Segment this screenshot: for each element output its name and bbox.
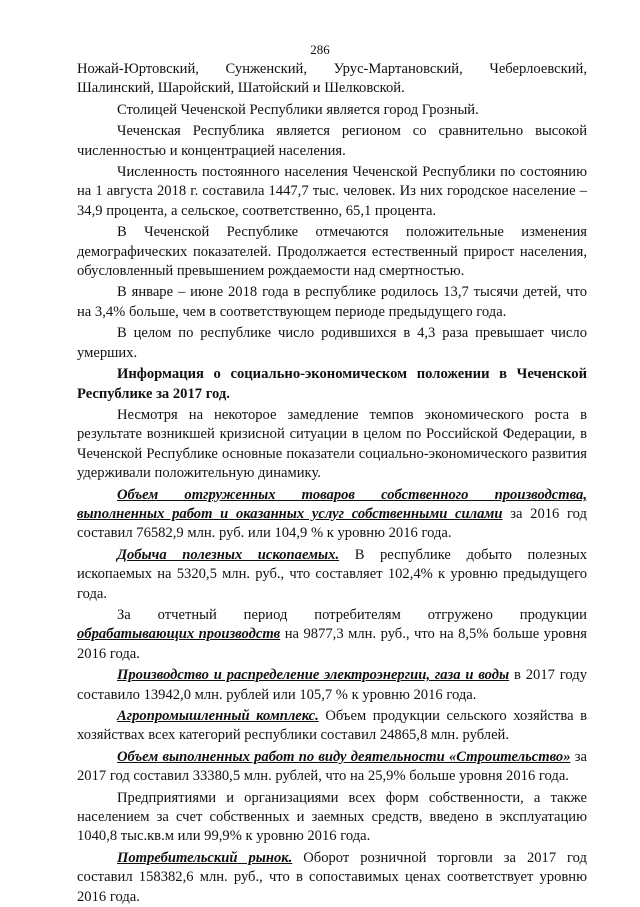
retail-text: Оборот розничной торговли за 2017 год составил 158382,6 млн. руб., что в сопоставимых ценах соответствует уровню 2016 года.: [77, 849, 587, 905]
agriculture-text: Объем продукции сельского хозяйства в хозяйствах всех категорий республики составил 24865,8 млн. рублей.: [77, 708, 588, 744]
paragraph-shipped-goods: [77, 486, 587, 544]
manufacturing-text: на 9877,3 млн. руб., что на 8,5% больше уровня 2016 года.: [77, 626, 587, 662]
paragraph-mining: [77, 546, 587, 604]
paragraph-economy: Несмотря на некоторое замедление темпов экономического роста в результате возникшей кризисной ситуации в целом по Российской Федерации, в Чеченской Республике основные показатели социально-экономического развития удерживали положительную динамику.: [77, 406, 587, 482]
utilities-text: в 2017 году составило 13942,0 млн. рублей или 105,7 % к уровню 2016 года.: [77, 667, 587, 703]
document-body: [77, 60, 587, 907]
paragraph-construction: [77, 748, 587, 787]
page-number: 286: [310, 42, 330, 57]
mining-lead: Добыча полезных ископаемых.: [117, 546, 340, 563]
paragraph-agriculture: [77, 707, 587, 746]
paragraph-population-count: Численность постоянного населения Чеченской Республики по состоянию на 1 августа 2018 г. составила 1447,7 тыс. человек. Из них городское население – 34,9 процента, а сельское, соответственно, 65,1 процента.: [77, 164, 587, 219]
paragraph-districts: Ножай-Юртовский, Сунженский, Урус-Мартановский, Чеберлоевский, Шалинский, Шаройский, Шатойский и Шелковской.: [77, 61, 587, 97]
manufacturing-pre: За отчетный период потребителям отгружено продукции: [117, 606, 587, 623]
paragraph-population-density: Чеченская Республика является регионом со сравнительно высокой численностью и концентрацией населения.: [77, 123, 587, 159]
paragraph-births: В январе – июне 2018 года в республике родилось 13,7 тысячи детей, что на 3,4% больше, чем в соответствующем периоде предыдущего года.: [77, 284, 587, 320]
manufacturing-lead: обрабатывающих производств: [77, 626, 281, 643]
utilities-lead: Производство и распределение электроэнергии, газа и воды: [117, 667, 510, 684]
shipped-goods-lead: Объем отгруженных товаров собственного производства, выполненных работ и оказанных услуг собственными силами: [77, 486, 587, 522]
paragraph-retail: [77, 849, 587, 907]
paragraph-housing: Предприятиями и организациями всех форм собственности, а также населением за счет собственных и заемных средств, введено в эксплуатацию 1040,8 тыс.кв.м или 99,9% к уровню 2016 года.: [77, 789, 587, 845]
retail-lead: Потребительский рынок.: [117, 849, 293, 866]
paragraph-utilities: [77, 666, 587, 705]
construction-text: за 2017 год составил 33380,5 млн. рублей, что на 25,9% больше уровня 2016 года.: [77, 748, 587, 785]
paragraph-demographics: В Чеченской Республике отмечаются положительные изменения демографических показателей. Продолжается естественный прирост населения, обусловленный превышением рождаемости над смертностью.: [77, 224, 587, 280]
section-heading: Информация о социально-экономическом положении в Чеченской Республике за 2017 год.: [77, 366, 587, 402]
mining-text: В республике добыто полезных ископаемых на 5320,5 млн. руб., что составляет 102,4% к уровню предыдущего года.: [77, 546, 587, 602]
agriculture-lead: Агропромышленный комплекс.: [117, 708, 319, 724]
shipped-goods-text: за 2016 год составил 76582,9 млн. руб. или 104,9 % к уровню 2016 года.: [77, 505, 587, 542]
construction-lead: Объем выполненных работ по виду деятельности «Строительство»: [117, 748, 571, 765]
paragraph-birth-ratio: В целом по республике число родившихся в 4,3 раза превышает число умерших.: [77, 325, 587, 361]
paragraph-manufacturing: [77, 606, 587, 664]
paragraph-capital: Столицей Чеченской Республики является город Грозный.: [117, 101, 479, 118]
